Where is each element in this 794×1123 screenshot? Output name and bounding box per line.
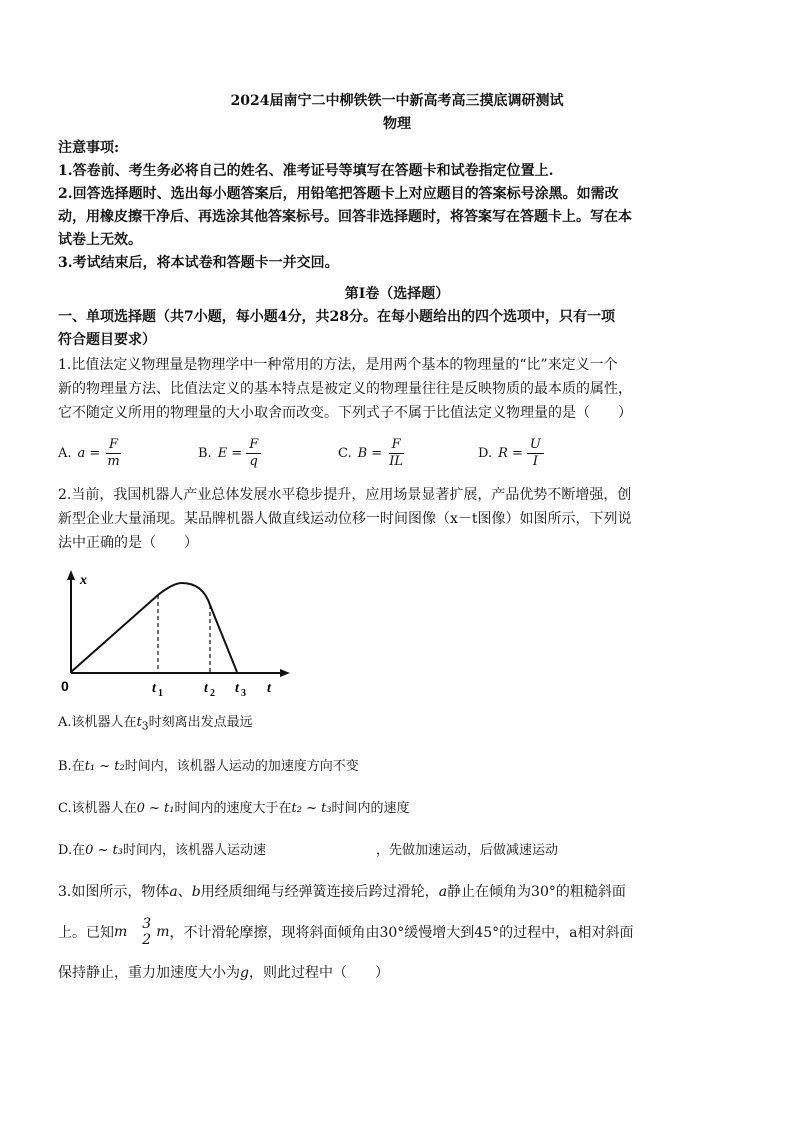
q3-line-3	[58, 962, 389, 982]
q3-text: 静止在倾角为30°的粗糙斜面	[447, 884, 626, 900]
option-label: A.	[58, 445, 72, 461]
option-range: t₂ ~ t₃	[291, 801, 332, 816]
q3-text: 、	[177, 884, 192, 900]
fraction-numerator: F	[246, 437, 261, 454]
part1-line: 一、单项选择题（共7小题，每小题4分，共28分。在每小题给出的四个选项中，只有一项	[58, 309, 615, 325]
q3-var: m	[156, 924, 170, 940]
q1-line: 新的物理量方法、比值法定义的基本特点是被定义的物理量往往是反映物质的最本质的属性，	[58, 381, 632, 397]
q2-option-c[interactable]	[58, 797, 410, 816]
fraction-denominator: IL	[389, 453, 403, 469]
t1-subscript: 1	[158, 688, 163, 699]
option-text: ，先做加速运动，后做减速运动	[375, 843, 558, 858]
q2-option-b[interactable]	[58, 755, 359, 774]
option-text: B.在	[58, 759, 85, 774]
q3-var: b	[191, 884, 201, 900]
option-sub: 3	[141, 719, 149, 733]
option-fraction	[104, 437, 122, 470]
q3-var: m	[114, 924, 128, 940]
q2-option-a[interactable]	[58, 711, 253, 733]
option-lhs: R =	[498, 445, 523, 461]
option-text: C.该机器人在	[58, 801, 137, 816]
option-label: C.	[338, 445, 352, 461]
option-fraction	[246, 437, 261, 470]
option-text: 时间内，该机器人运动的加速度方向不变	[124, 759, 359, 774]
q3-var: a	[169, 884, 178, 900]
part1-heading	[58, 306, 736, 352]
q2-line: 新型企业大量涌现。某品牌机器人做直线运动位移一时间图像（x－t图像）如图所示，下列说	[58, 511, 632, 527]
fraction-denominator: I	[532, 453, 538, 469]
fraction-denominator: 2	[142, 932, 152, 948]
t1-label: t	[152, 681, 156, 696]
option-fraction	[386, 437, 406, 470]
notice-item: 2.回答选择题时、选出每小题答案后，用铅笔把答题卡上对应题目的答案标号涂黑。如需改	[58, 186, 619, 202]
q3-text: 上。已知	[58, 925, 114, 941]
option-lhs: E =	[217, 445, 243, 461]
q3-fraction	[139, 916, 154, 948]
xt-curve	[71, 583, 237, 672]
q1-options	[58, 430, 738, 476]
option-range: 0 ~ t₁	[136, 801, 175, 816]
t2-label: t	[204, 681, 208, 696]
q3-var: a	[438, 884, 448, 900]
part1-line: 符合题目要求）	[58, 332, 156, 348]
option-range: 0 ~ t₃	[85, 843, 123, 858]
q3-text: ，不计滑轮摩擦，现将斜面倾角由30°缓慢增大到45°的过程中，a相对斜面	[169, 925, 634, 941]
q3-var: g	[240, 965, 249, 981]
fraction-numerator: F	[106, 437, 121, 454]
notice-item: 试卷上无效。	[58, 232, 142, 248]
option-lhs: a =	[77, 445, 101, 461]
notice-item: 动，用橡皮擦干净后、再选涂其他答案标号。回答非选择题时，将答案写在答题卡上。写在本	[58, 209, 632, 225]
question-1	[58, 353, 738, 425]
fraction-numerator: 3	[142, 916, 152, 932]
q3-text: ，则此过程中（ ）	[248, 965, 389, 981]
t2-subscript: 2	[210, 688, 215, 699]
xt-graph	[58, 565, 298, 700]
y-axis-arrow-icon	[67, 570, 75, 580]
q2-line: 法中正确的是（ ）	[58, 535, 198, 551]
q3-text: 保持静止，重力加速度大小为	[58, 965, 240, 981]
option-label: B.	[198, 445, 212, 461]
option-fraction	[527, 437, 544, 470]
option-range: t₁ ~ t₂	[84, 759, 125, 774]
volume-title: 第Ⅰ卷（选择题）	[344, 286, 450, 302]
fraction-numerator: U	[527, 437, 544, 454]
option-var: t	[136, 715, 142, 730]
q1-option-a[interactable]	[58, 430, 123, 476]
t3-label: t	[235, 681, 239, 696]
option-text: D.在	[58, 843, 86, 858]
q1-line: 它不随定义所用的物理量的大小取舍而改变。下列式子不属于比值法定义物理量的是（ ）	[58, 405, 632, 421]
notice-item: 3.考试结束后，将本试卷和答题卡一并交回。	[58, 255, 339, 271]
exam-subject: 物理	[383, 116, 411, 132]
notice-heading: 注意事项:	[58, 140, 120, 156]
x-axis-arrow-icon	[280, 669, 290, 677]
q3-line-1	[58, 881, 626, 901]
q1-option-b[interactable]	[198, 430, 261, 476]
t3-subscript: 3	[241, 688, 246, 699]
q1-option-d[interactable]	[478, 430, 544, 476]
q3-text: 3.如图所示，物体	[58, 884, 170, 900]
fraction-numerator: F	[389, 437, 404, 454]
q3-text: 用经质细绳与经弹簧连接后跨过滑轮，	[200, 884, 439, 900]
y-axis-label: x	[80, 573, 87, 588]
notice-item: 1.答卷前、考生务必将自己的姓名、准考证号等填写在答题卡和试卷指定位置上.	[58, 163, 554, 179]
option-text: 时间内的速度	[331, 801, 410, 816]
q1-option-c[interactable]	[338, 430, 406, 476]
question-2	[58, 483, 738, 555]
exam-title: 2024届南宁二中柳铁铁一中新高考高三摸底调研测试	[230, 93, 564, 109]
origin-label: 0	[61, 678, 69, 694]
q2-option-d[interactable]	[58, 839, 738, 858]
q3-line-2	[58, 912, 633, 952]
notice-block	[58, 137, 736, 275]
option-lhs: B =	[357, 445, 383, 461]
fraction-denominator: m	[107, 453, 120, 469]
option-text: 时间内的速度大于在	[174, 801, 292, 816]
x-axis-label: t	[267, 681, 271, 696]
q1-line: 1.比值法定义物理量是物理学中一种常用的方法，是用两个基本的物理量的“比”来定义一个	[58, 357, 618, 373]
fraction-denominator: q	[249, 453, 258, 469]
option-text: 时刻离出发点最远	[148, 715, 253, 730]
q2-line: 2.当前，我国机器人产业总体发展水平稳步提升，应用场景显著扩展，产品优势不断增强，创	[58, 487, 632, 503]
option-label: D.	[478, 445, 493, 461]
option-text: 时间内，该机器人运动速	[122, 843, 266, 858]
option-text: A.该机器人在	[58, 715, 137, 730]
